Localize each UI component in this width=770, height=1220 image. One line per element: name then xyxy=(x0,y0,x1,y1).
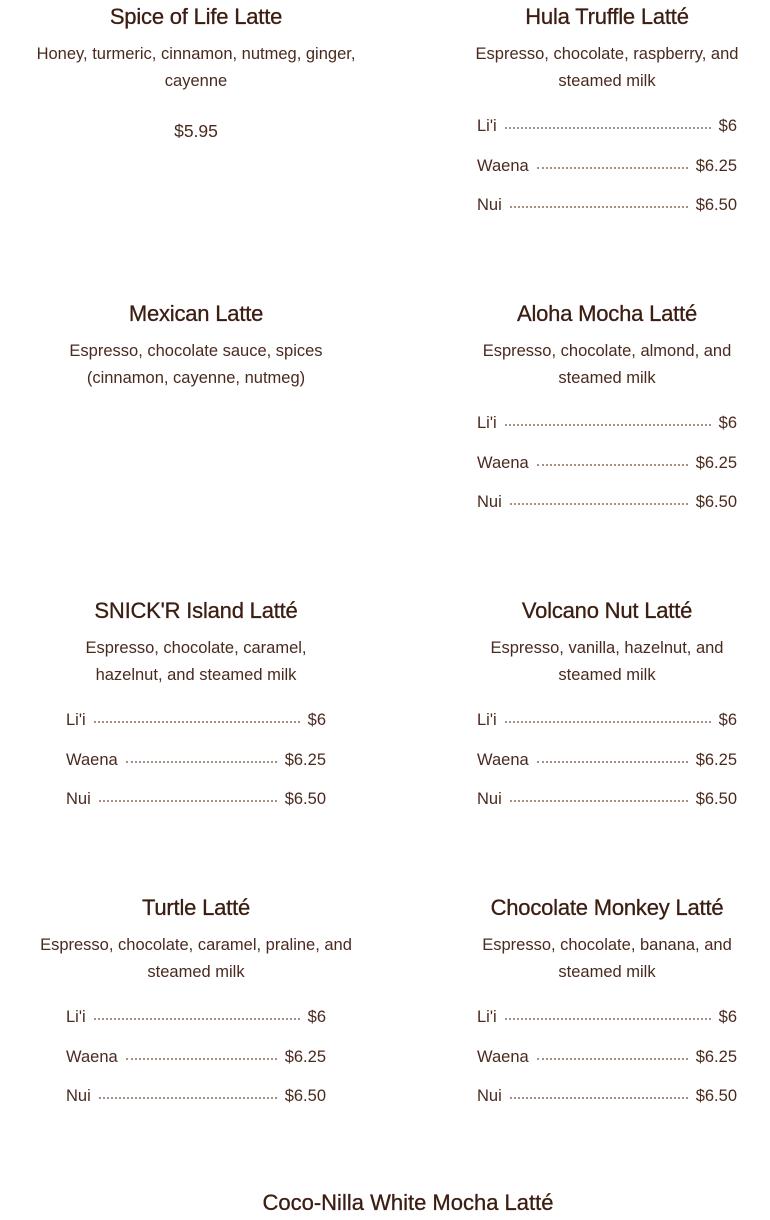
price-row xyxy=(477,1007,737,1047)
size-price: $6.25 xyxy=(695,750,737,769)
size-name: Waena xyxy=(477,1047,529,1066)
item-description: Espresso, chocolate sauce, spices (cinnamon, cayenne, nutmeg) xyxy=(69,342,323,387)
price-row xyxy=(477,195,737,235)
size-price: $6 xyxy=(307,1008,326,1026)
partial-item-title: Coco-Nilla White Mocha Latté xyxy=(262,1190,554,1215)
item-description: Espresso, vanilla, hazelnut, and steamed milk xyxy=(490,639,724,684)
size-price: $6.50 xyxy=(695,493,737,511)
item-price: $5.95 xyxy=(174,121,218,141)
item-title: Chocolate Monkey Latté xyxy=(490,895,724,920)
dot-leader xyxy=(126,761,277,763)
price-row xyxy=(477,116,737,156)
size-name: Waena xyxy=(477,750,529,769)
item-title: Spice of Life Latte xyxy=(109,4,283,29)
menu-item-chocolate-monkey-latte xyxy=(427,891,770,1126)
price-row xyxy=(477,710,737,750)
size-price: $6 xyxy=(718,1008,737,1026)
price-list xyxy=(477,116,737,235)
price-row xyxy=(477,492,737,532)
size-name: Nui xyxy=(477,790,502,808)
size-price: $6.25 xyxy=(284,750,326,769)
size-name: Nui xyxy=(477,196,502,214)
item-title: Turtle Latté xyxy=(141,895,251,920)
size-name: Li'i xyxy=(477,1008,497,1026)
dot-leader xyxy=(510,1097,688,1099)
price-row xyxy=(66,1007,326,1047)
dot-leader xyxy=(505,1018,711,1020)
menu-item-spice-of-life-latte xyxy=(16,0,376,143)
size-name: Waena xyxy=(477,453,529,472)
size-price: $6.25 xyxy=(695,453,737,472)
size-name: Nui xyxy=(477,1087,502,1105)
dot-leader xyxy=(99,800,277,802)
price-row xyxy=(66,750,326,790)
dot-leader xyxy=(510,206,688,208)
item-description: Espresso, chocolate, caramel, hazelnut, and steamed milk xyxy=(85,639,307,684)
item-title: Mexican Latte xyxy=(128,301,264,326)
menu-item-aloha-mocha-latte xyxy=(427,297,770,532)
size-price: $6 xyxy=(718,414,737,432)
item-description: Honey, turmeric, cinnamon, nutmeg, ginger, cayenne xyxy=(36,45,356,90)
price-row xyxy=(477,750,737,790)
dot-leader xyxy=(94,721,300,723)
menu-item-snickr-island-latte xyxy=(16,594,376,829)
dot-leader xyxy=(99,1097,277,1099)
size-name: Li'i xyxy=(477,117,497,135)
item-title: Hula Truffle Latté xyxy=(525,4,689,29)
item-description: Espresso, chocolate, banana, and steamed milk xyxy=(482,936,732,981)
menu-item-mexican-latte xyxy=(16,297,376,392)
price-row xyxy=(477,156,737,196)
price-list xyxy=(477,413,737,532)
size-name: Li'i xyxy=(477,711,497,729)
dot-leader xyxy=(537,464,688,466)
item-title: Volcano Nut Latté xyxy=(521,598,693,623)
size-price: $6.50 xyxy=(695,790,737,808)
dot-leader xyxy=(510,503,688,505)
item-title: Aloha Mocha Latté xyxy=(516,301,698,326)
menu-item-volcano-nut-latte xyxy=(427,594,770,829)
size-price: $6.50 xyxy=(695,1087,737,1105)
size-name: Nui xyxy=(66,1087,91,1105)
size-name: Li'i xyxy=(477,414,497,432)
price-list xyxy=(66,1007,326,1126)
dot-leader xyxy=(505,127,711,129)
dot-leader xyxy=(94,1018,300,1020)
price-row xyxy=(66,710,326,750)
price-list xyxy=(66,710,326,829)
price-row xyxy=(477,453,737,493)
size-name: Nui xyxy=(66,790,91,808)
price-row xyxy=(477,789,737,829)
size-price: $6.50 xyxy=(695,196,737,214)
size-name: Nui xyxy=(477,493,502,511)
price-row xyxy=(477,413,737,453)
size-name: Waena xyxy=(66,750,118,769)
dot-leader xyxy=(126,1058,277,1060)
size-price: $6.50 xyxy=(284,1087,326,1105)
size-name: Waena xyxy=(66,1047,118,1066)
item-description: Espresso, chocolate, almond, and steamed milk xyxy=(482,342,732,387)
item-description: Espresso, chocolate, raspberry, and steamed milk xyxy=(475,45,739,90)
price-row xyxy=(66,1086,326,1126)
dot-leader xyxy=(510,800,688,802)
dot-leader xyxy=(537,761,688,763)
size-price: $6 xyxy=(718,117,737,135)
price-row xyxy=(66,1047,326,1087)
dot-leader xyxy=(537,167,688,169)
size-price: $6.25 xyxy=(695,1047,737,1066)
size-name: Waena xyxy=(477,156,529,175)
item-description: Espresso, chocolate, caramel, praline, and steamed milk xyxy=(40,936,352,981)
size-price: $6.25 xyxy=(284,1047,326,1066)
size-price: $6 xyxy=(307,711,326,729)
size-name: Li'i xyxy=(66,1008,86,1026)
dot-leader xyxy=(505,721,711,723)
dot-leader xyxy=(537,1058,688,1060)
size-price: $6.25 xyxy=(695,156,737,175)
menu-item-hula-truffle-latte xyxy=(427,0,770,235)
item-title: SNICK'R Island Latté xyxy=(94,598,298,623)
size-name: Li'i xyxy=(66,711,86,729)
size-price: $6 xyxy=(718,711,737,729)
size-price: $6.50 xyxy=(284,790,326,808)
price-row xyxy=(66,789,326,829)
dot-leader xyxy=(505,424,711,426)
price-list xyxy=(477,1007,737,1126)
price-row xyxy=(477,1047,737,1087)
price-list xyxy=(477,710,737,829)
menu-item-turtle-latte xyxy=(16,891,376,1126)
price-row xyxy=(477,1086,737,1126)
